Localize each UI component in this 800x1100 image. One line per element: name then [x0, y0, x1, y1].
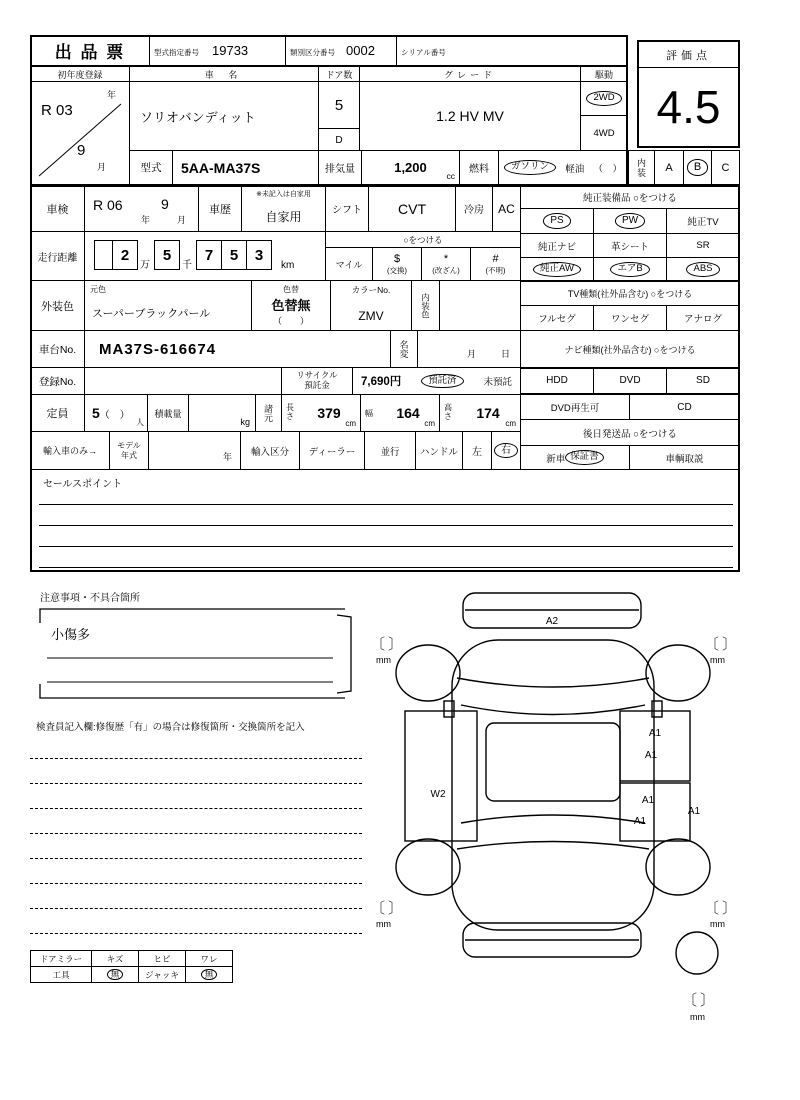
car-name-header: 車 名	[129, 66, 319, 82]
fuel-paren: （ ）	[593, 163, 622, 175]
color-no-cell	[330, 280, 412, 331]
model-year-unit: 年	[222, 452, 232, 462]
class-number-label: 類別区分番号	[290, 48, 335, 57]
inspector-dashed-line	[30, 908, 362, 909]
interior-a: A	[665, 161, 673, 174]
hash-symbol: #	[492, 252, 499, 265]
equip-abs-cell	[666, 257, 740, 282]
model-year-label	[109, 431, 149, 470]
damage-left-label: W2	[430, 789, 446, 800]
color-no-value: ZMV	[358, 308, 384, 323]
mirror-break: ワレ	[185, 950, 233, 967]
recycle-cell	[352, 367, 521, 395]
width-label: 幅	[365, 408, 373, 418]
equip-tv-cell: 純正TV	[666, 208, 740, 234]
right-lower-panel-box	[620, 783, 690, 841]
damage-right-lower-2: A1	[633, 816, 647, 827]
import-parallel: 並行	[364, 431, 416, 470]
handle-right-selected: 右	[494, 443, 518, 459]
hood-line	[457, 678, 649, 687]
front-left-wheel	[396, 645, 460, 701]
dollar-symbol: $	[393, 252, 401, 265]
odometer-man-unit: 万	[140, 260, 150, 271]
shaken-month-unit: 月	[177, 215, 187, 225]
base-color-label: 元色	[90, 285, 106, 294]
hash-sub: (不明)	[485, 265, 506, 275]
model-code-label: 型式	[129, 150, 173, 185]
dollar-sub: (交換)	[387, 265, 407, 275]
length-unit: cm	[345, 419, 356, 428]
name-change-cell	[417, 330, 521, 368]
inspector-dashed-line	[30, 833, 362, 834]
mm-bottom-left: mm	[376, 919, 391, 929]
chassis-cell	[84, 330, 391, 368]
notes-bracket-box	[35, 603, 363, 703]
displacement-unit: cc	[446, 171, 455, 181]
shaken-label: 車検	[30, 185, 85, 232]
bracket-spare-open: 〔	[682, 992, 698, 1009]
inspector-dashed-line	[30, 808, 362, 809]
bracket-top-right-open: 〔	[704, 636, 720, 653]
bracket-spare-close: 〕	[700, 992, 716, 1009]
tv-type-header: TV種類(社外品含む) ○をつける	[520, 280, 740, 306]
model-year-line1: モデル	[117, 440, 141, 450]
rear-left-wheel	[396, 839, 460, 895]
load-cell	[188, 394, 256, 432]
model-designation-value: 19733	[212, 43, 249, 58]
odometer-unit: km	[281, 260, 295, 271]
evaluation-label: 評価点	[639, 42, 738, 68]
bracket-bottom-right-close: 〕	[722, 900, 738, 917]
equip-leather-cell: 革シート	[593, 233, 667, 258]
cooling-value: AC	[492, 185, 521, 232]
equip-navi-cell: 純正ナビ	[520, 233, 594, 258]
handle-left: 左	[462, 431, 492, 470]
bracket-top-left-open: 〔	[370, 636, 386, 653]
damage-right-upper-1: A1	[648, 728, 662, 739]
model-year-line2: 年式	[121, 450, 137, 460]
tv-oneseg: ワンセグ	[593, 305, 667, 331]
serial-number-cell	[396, 35, 628, 66]
tool-none-2-cell	[185, 966, 233, 983]
doors-header: ドア数	[318, 66, 360, 82]
shift-value: CVT	[368, 185, 456, 232]
tool-none-1-cell	[91, 966, 139, 983]
rear-right-wheel	[646, 839, 710, 895]
interior-color-cell	[411, 280, 521, 331]
sales-point-line	[39, 504, 733, 505]
equip-sr-cell: SR	[666, 233, 740, 258]
car-diagram	[360, 583, 770, 1028]
class-number-value: 0002	[346, 43, 375, 58]
fuel-gasoline-selected: ガソリン	[504, 160, 556, 175]
car-body-shape	[452, 640, 654, 930]
height-label: 高さ	[444, 403, 452, 421]
serial-number-label: シリアル番号	[401, 48, 446, 57]
handle-label: ハンドル	[415, 431, 463, 470]
interior-c: C	[711, 151, 739, 184]
first-reg-month-unit: 月	[97, 162, 107, 172]
exterior-color-label: 外装色	[30, 280, 85, 331]
bracket-bottom-right-open: 〔	[704, 900, 720, 917]
capacity-paren: （ ）	[99, 409, 130, 421]
trunk-line	[457, 842, 649, 850]
notes-content: 小傷多	[51, 627, 91, 642]
equip-aw-selected: 純正AW	[533, 262, 581, 277]
mileage-opt-dollar	[372, 247, 422, 281]
mm-bottom-right: mm	[710, 919, 725, 929]
capacity-cell	[84, 394, 148, 432]
name-change-day: 日	[500, 349, 510, 359]
import-dealer: ディーラー	[299, 431, 365, 470]
mileage-circle-header: ○をつける	[325, 231, 521, 248]
drive-2wd-selected: 2WD	[586, 91, 621, 106]
history-label: 車歴	[198, 185, 242, 232]
recycle-label	[281, 367, 353, 395]
navi-sd: SD	[666, 367, 740, 394]
evaluation-score: 4.5	[656, 81, 721, 133]
bracket-bottom-left-open: 〔	[370, 900, 386, 917]
fuel-diesel: 軽油	[565, 163, 585, 175]
chassis-label: 車台No.	[30, 330, 85, 368]
car-name-value: ソリオバンディット	[140, 109, 256, 125]
later-shipping-cell: 後日発送品 ○をつける	[520, 419, 740, 446]
roof-shape	[486, 723, 620, 801]
shaken-cell	[84, 185, 199, 232]
right-upper-panel-box	[620, 711, 690, 781]
recycle-not-deposited: 未預託	[483, 377, 512, 388]
name-change-label	[390, 330, 418, 368]
equip-ps-cell	[520, 208, 594, 234]
first-reg-month-value: 9	[77, 142, 86, 159]
height-value: 174	[476, 405, 500, 421]
rear-window-line	[461, 815, 645, 823]
windshield-line	[461, 705, 645, 715]
navi-dvd: DVD	[593, 367, 667, 394]
drive-4wd-cell: 4WD	[580, 115, 628, 151]
tv-analog: アナログ	[666, 305, 740, 331]
first-registration-header: 初年度登録	[30, 66, 130, 82]
spec-label-text: 諸元	[263, 404, 273, 422]
grade-header: グレード	[359, 66, 581, 82]
width-unit: cm	[424, 419, 435, 428]
handle-right-cell	[491, 431, 521, 470]
tool-label: 工具	[30, 966, 92, 983]
mirror-crack: ヒビ	[138, 950, 186, 967]
model-code-value: 5AA-MA37S	[181, 159, 261, 176]
import-division-label: 輸入区分	[240, 431, 300, 470]
color-no-label: カラーNo.	[351, 285, 391, 295]
equip-pw-selected: PW	[615, 213, 645, 229]
bracket-top-left-close: 〕	[388, 636, 404, 653]
damage-right-lower-1: A1	[641, 795, 655, 806]
height-cell	[439, 394, 521, 432]
odometer-cell	[84, 231, 326, 281]
model-year-cell	[148, 431, 241, 470]
length-value: 379	[317, 405, 341, 421]
fuel-cell	[498, 150, 628, 185]
recycle-deposited-selected: 預託済	[421, 374, 464, 389]
model-designation-cell	[149, 35, 286, 66]
displacement-cell	[361, 150, 460, 185]
color-change-value: 色替無	[271, 298, 311, 313]
sales-point-box	[30, 469, 740, 572]
equip-abs-selected: ABS	[686, 262, 719, 277]
tv-fullseg: フルセグ	[520, 305, 594, 331]
capacity-label: 定員	[30, 394, 85, 432]
model-code-cell	[172, 150, 319, 185]
mm-top-right: mm	[710, 655, 725, 665]
evaluation-box	[637, 40, 740, 148]
fuel-label: 燃料	[459, 150, 499, 185]
inspector-dashed-line	[30, 933, 362, 934]
width-value: 164	[396, 405, 420, 421]
damage-right-outer: A1	[687, 806, 701, 817]
equipment-header: 純正装備品 ○をつける	[520, 185, 740, 209]
model-designation-label: 型式指定番号	[154, 48, 199, 57]
first-reg-year-unit: 年	[107, 90, 117, 100]
inspector-dashed-line	[30, 758, 362, 759]
navi-type-header: ナビ種類(社外品含む) ○をつける	[520, 330, 740, 369]
odometer-digit-sen: 5	[154, 240, 180, 270]
first-reg-year-value: R 03	[41, 102, 73, 119]
shaken-month: 9	[161, 196, 169, 212]
odometer-digit-100: 7	[196, 240, 222, 270]
interior-color-label: 内装色	[420, 292, 431, 319]
recycle-label-line2: 預託金	[304, 380, 330, 390]
load-unit: kg	[240, 417, 250, 427]
warranty-prefix: 新車	[546, 453, 566, 465]
odometer-box-empty	[94, 240, 113, 270]
inspector-note: 検査員記入欄:修復歴「有」の場合は修復箇所・交換箇所を記入	[36, 722, 305, 733]
doors-code: D	[335, 134, 343, 146]
odometer-digit-1: 3	[246, 240, 272, 270]
odometer-sen-unit: 千	[182, 260, 192, 271]
sales-point-label: セールスポイント	[43, 479, 123, 490]
odometer-digit-10: 5	[221, 240, 247, 270]
mm-spare: mm	[690, 1012, 705, 1022]
star-sub: (改ざん)	[432, 265, 460, 275]
car-name-cell	[129, 81, 319, 151]
length-label: 長さ	[286, 403, 294, 421]
cd-cell: CD	[629, 394, 740, 420]
bracket-bottom-left-close: 〕	[388, 900, 404, 917]
inspector-dashed-line	[30, 858, 362, 859]
recycle-amount: 7,690円	[361, 376, 402, 388]
color-change-label: 色替	[283, 285, 299, 294]
navi-hdd: HDD	[520, 367, 594, 394]
interior-b-selected: B	[687, 159, 708, 176]
height-unit: cm	[505, 419, 516, 428]
sheet-title: 出 品 票	[54, 43, 126, 62]
shaken-year: R 06	[93, 197, 123, 213]
equip-airbag-cell	[593, 257, 667, 282]
color-change-cell	[251, 280, 331, 331]
mileage-opt-star	[421, 247, 471, 281]
name-change-label-text: 名変	[398, 340, 409, 358]
equip-airbag-selected: エアB	[610, 262, 649, 277]
grade-cell: 1.2 HV MV	[359, 81, 581, 151]
base-color-cell	[84, 280, 252, 331]
star-symbol: *	[443, 252, 449, 265]
mirror-label: ドアミラー	[30, 950, 92, 967]
inspector-dashed-line	[30, 883, 362, 884]
notes-header: 注意事項・不具合箇所	[40, 593, 140, 604]
registration-no-label: 登録No.	[30, 367, 85, 395]
name-change-month: 月	[466, 349, 476, 359]
spec-label	[255, 394, 282, 432]
interior-b-cell	[683, 151, 711, 184]
interior-label: 内装	[636, 157, 646, 178]
load-label: 積載量	[147, 394, 189, 432]
tool-none-1-selected: 無	[107, 969, 124, 981]
front-right-wheel	[646, 645, 710, 701]
first-registration-cell	[30, 81, 130, 185]
drive-header: 駆動	[580, 66, 628, 82]
mileage-opt-mile: マイル	[325, 247, 373, 281]
capacity-unit: 人	[136, 418, 144, 427]
width-cell	[360, 394, 440, 432]
doors-value: 5	[334, 96, 344, 114]
mm-top-left: mm	[376, 655, 391, 665]
mileage-label: 走行距離	[30, 231, 85, 281]
import-only-label: 輸入車のみ→	[30, 431, 110, 470]
warranty-cell	[520, 445, 630, 470]
history-cell	[241, 185, 326, 232]
recycle-label-line1: リサイクル	[296, 370, 338, 381]
mirror-scratch: キズ	[91, 950, 139, 967]
capacity-value: 5	[92, 405, 100, 421]
cooling-label: 冷房	[455, 185, 493, 232]
damage-right-upper-2: A1	[644, 750, 658, 761]
history-note: ※未記入は自家用	[256, 191, 311, 198]
odometer-digit-man: 2	[112, 240, 138, 270]
inspector-dashed-line	[30, 783, 362, 784]
tool-none-2-selected: 無	[201, 969, 218, 981]
doors-cell	[318, 81, 360, 151]
sales-point-line	[39, 546, 733, 547]
bracket-top-right-close: 〕	[722, 636, 738, 653]
registration-no-value	[84, 367, 282, 395]
length-cell	[281, 394, 361, 432]
damage-front-label: A2	[545, 616, 559, 627]
sales-point-line	[39, 525, 733, 526]
warranty-selected: 保証書	[565, 450, 604, 465]
tool-jack: ジャッキ	[138, 966, 186, 983]
equip-pw-cell	[593, 208, 667, 234]
shift-label: シフト	[325, 185, 369, 232]
manual-cell: 車輌取説	[629, 445, 740, 470]
history-value: 自家用	[265, 210, 302, 224]
sales-point-line	[39, 567, 733, 568]
equip-aw-cell	[520, 257, 594, 282]
base-color-value: スーパーブラックパール	[92, 308, 211, 320]
displacement-label: 排気量	[318, 150, 362, 185]
interior-grade-cell	[628, 150, 740, 185]
drive-2wd-cell	[580, 81, 628, 116]
spare-wheel-shape	[676, 932, 718, 974]
class-number-cell	[285, 35, 397, 66]
equip-ps-selected: PS	[543, 213, 570, 229]
chassis-value: MA37S-616674	[99, 340, 217, 358]
shaken-year-unit: 年	[141, 215, 151, 225]
mileage-opt-hash	[470, 247, 521, 281]
color-change-paren: （ ）	[272, 316, 309, 326]
displacement-value: 1,200	[394, 160, 427, 175]
sheet-title-cell	[30, 35, 150, 66]
dvd-play-cell: DVD再生可	[520, 394, 630, 420]
